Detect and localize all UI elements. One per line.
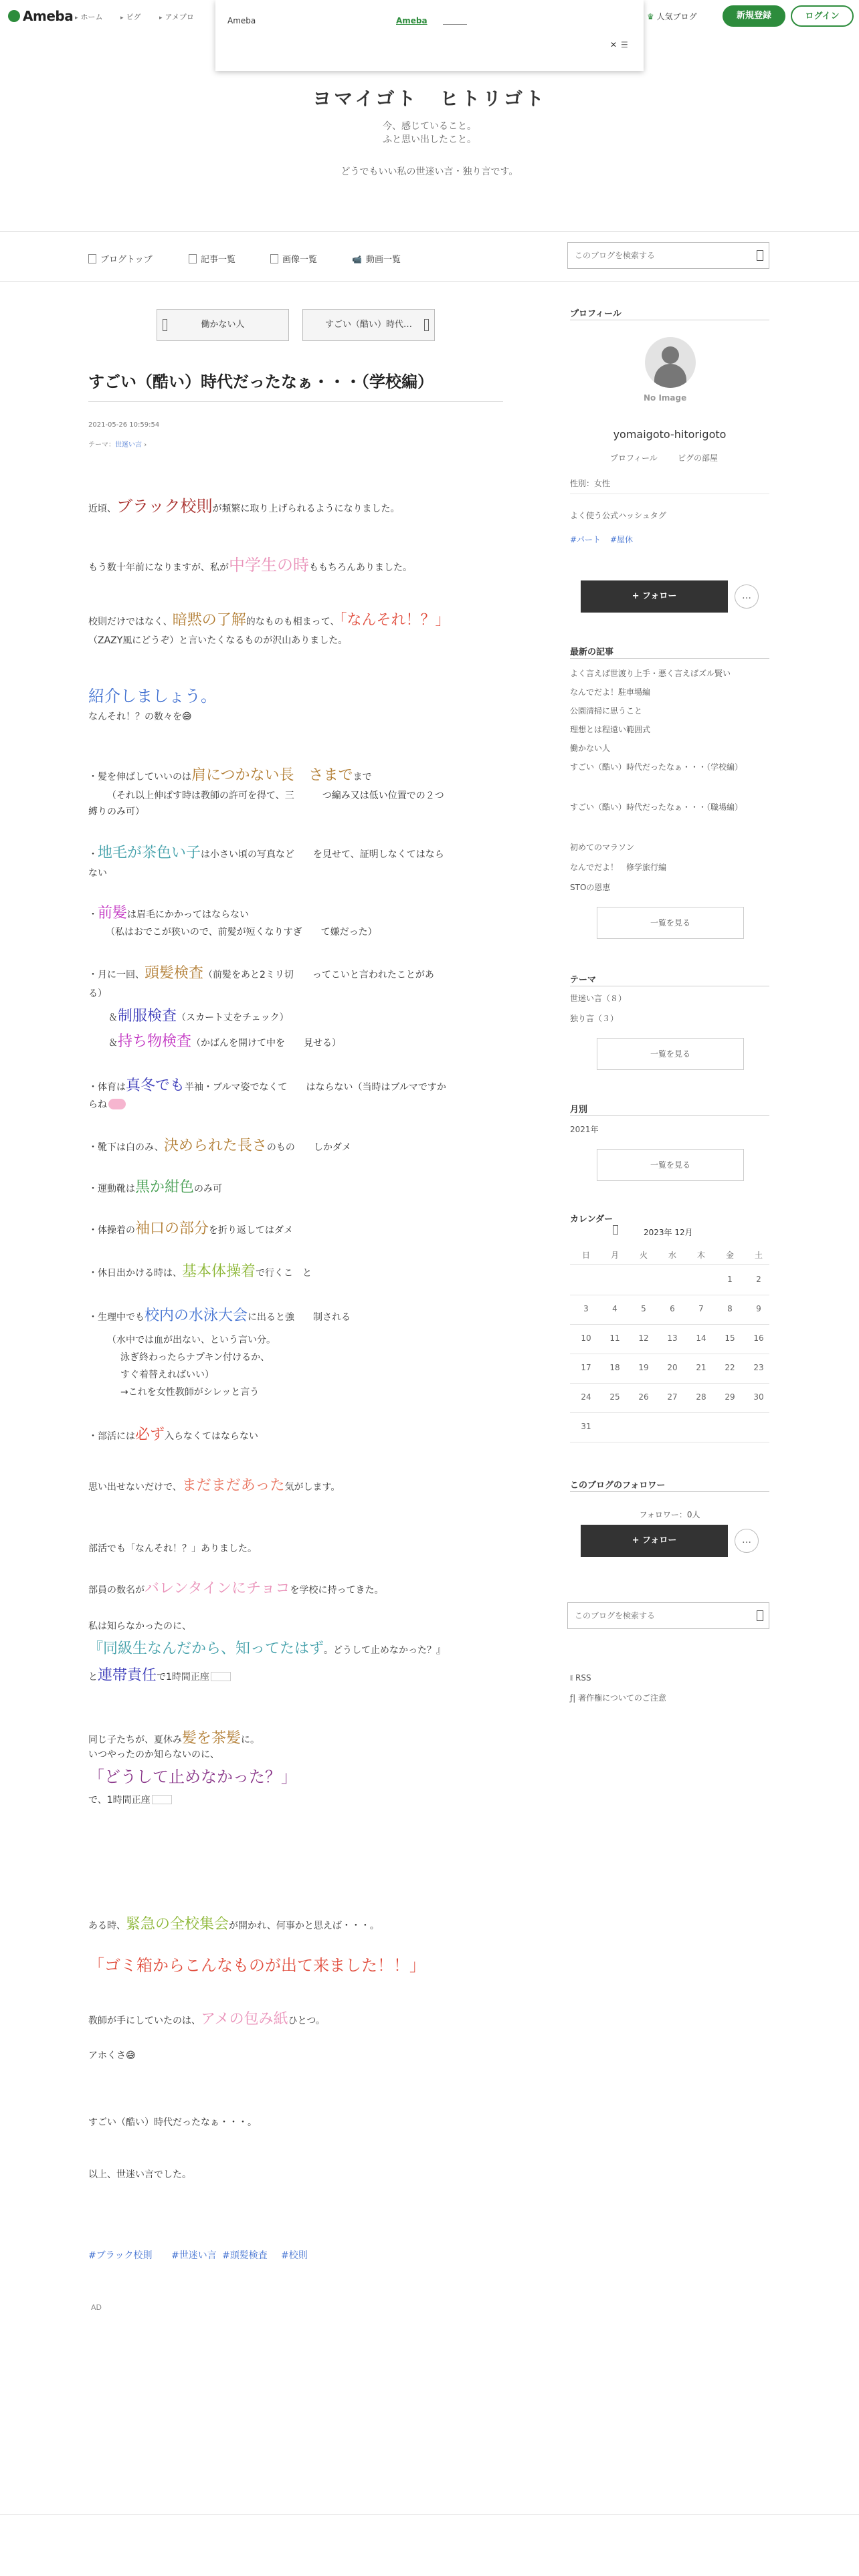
text: 校則だけではなく、 [88, 617, 173, 627]
calendar-day: 10 [581, 1333, 591, 1343]
ameba-logo-text: Ameba [23, 8, 74, 24]
blog-description-line-2: ふと思い出したこと。 [383, 134, 476, 145]
recent-article-link[interactable]: なんでだよ！駐車場編 [570, 687, 651, 697]
next-article-button[interactable] [302, 309, 435, 341]
nav-image-list-label: 画像一覧 [282, 255, 318, 265]
blog-title[interactable]: ヨマイゴト ヒトリゴト [312, 88, 547, 110]
text: ・月に一回、 [88, 970, 145, 980]
ad-popup-close-icon[interactable]: ✕ [610, 40, 617, 49]
text: に。 [241, 1735, 260, 1745]
calendar-day: 4 [612, 1304, 617, 1313]
calendar-day: 6 [670, 1304, 675, 1313]
nav-video-list-label: 動画一覧 [365, 255, 401, 265]
intro-heading: 紹介しましょう。 [88, 687, 217, 706]
recent-article-link[interactable]: 理想とは程遠い範囲式 [570, 725, 651, 734]
calendar-day: 18 [609, 1363, 620, 1372]
text: が開かれ、何事かと思えば・・・。 [229, 1921, 379, 1931]
text: で1時間正座 [157, 1672, 209, 1683]
calendar-day: 1 [727, 1275, 733, 1284]
calendar-weekday: 水 [668, 1251, 676, 1260]
copyright-link[interactable] [570, 1692, 666, 1703]
popular-blogs-link[interactable] [647, 11, 697, 22]
calendar-weekday: 土 [754, 1251, 763, 1260]
profile-link[interactable]: プロフィール [610, 453, 658, 463]
recent-article-link[interactable]: すごい（酷い）時代だったなぁ・・・（学校編） [570, 762, 743, 772]
theme-link[interactable]: 独り言（３） [570, 1014, 619, 1023]
sidebar-divider [570, 658, 769, 659]
theme-link[interactable]: 世迷い言（８） [570, 994, 627, 1003]
recent-article-link[interactable]: STOの恩恵 [570, 883, 611, 892]
text: ひとつ。 [288, 2016, 325, 2026]
follower-count: フォロワー：0人 [639, 1510, 700, 1519]
header-divider [0, 231, 859, 232]
rule-10d: すぐ着替えればいい） [120, 1370, 214, 1380]
paragraph-14: すごい（酷い）時代だったなぁ・・・。 [88, 2117, 257, 2128]
recent-article-link[interactable]: よく言えば世渡り上手・悪く言えばズル賢い [570, 669, 731, 678]
calendar-day: 20 [667, 1363, 678, 1372]
calendar-day: 26 [638, 1392, 649, 1402]
blog-top-icon [88, 254, 96, 263]
pig-emoji-icon [108, 1099, 126, 1109]
rule-2b: ない [88, 868, 107, 879]
text: のもの しかダメ [266, 1142, 351, 1153]
calendar-row-divider [570, 1264, 769, 1265]
search-icon[interactable] [757, 1610, 763, 1621]
highlight-text: 連帯責任 [98, 1667, 157, 1684]
paragraph-15: 以上、世迷い言でした。 [88, 2169, 191, 2180]
calendar-day: 25 [609, 1392, 620, 1402]
text: ＆ [108, 1038, 118, 1049]
text: まで [353, 772, 372, 782]
highlight-text: 必ず [135, 1426, 165, 1443]
calendar-day: 5 [641, 1304, 646, 1313]
text: もう数十年前になりますが、私が [88, 562, 229, 573]
rule-1b: （それ以上伸ばす時は教師の許可を得て、三 つ編み又は低い位置での２つ [107, 790, 444, 801]
calendar-day: 14 [696, 1333, 706, 1343]
blog-search-sidebar [567, 1602, 769, 1629]
highlight-text: 頭髪検査 [145, 965, 204, 982]
highlight-text: 髪を茶髪 [182, 1730, 242, 1747]
see-all-articles-button[interactable]: 一覧を見る [597, 907, 744, 939]
article-list-icon [189, 254, 197, 263]
calendar-day: 31 [581, 1422, 591, 1431]
text: ・体育は [88, 1082, 126, 1093]
rule-9 [88, 1261, 312, 1283]
global-nav-home[interactable]: ▸ ホーム [75, 11, 103, 22]
text: ・体操着の [88, 1225, 135, 1236]
highlight-text: 緊急の全校集会 [126, 1916, 229, 1933]
text: は小さい頃の写真など を見せて、証明しなくてはなら [201, 849, 444, 860]
text: なんそれ！？の数々を [88, 712, 182, 722]
paragraph-8b [88, 1638, 446, 1660]
sweat-emoji-icon: 😅 [126, 2050, 136, 2061]
image-list-icon [270, 254, 278, 263]
prev-icon [163, 319, 167, 331]
no-image-label: No Image [644, 393, 687, 403]
rule-7 [88, 1177, 222, 1198]
text: 。どうして止めなかった？』 [324, 1645, 446, 1656]
calendar-day: 21 [696, 1363, 706, 1372]
text: で行くこ と [256, 1268, 312, 1279]
title-divider [88, 401, 503, 402]
text: 的なものも相まって、 [246, 617, 340, 627]
calendar-day: 9 [756, 1304, 761, 1313]
calendar-month-title: 2023年 12月 [644, 1228, 693, 1237]
text: ・ [88, 849, 98, 860]
ad-popup [215, 0, 644, 71]
calendar-weekday: 月 [610, 1251, 619, 1260]
rule-10c: 泳ぎ終わったらナプキン付けるか、 [120, 1352, 270, 1363]
calendar-day: 12 [638, 1333, 649, 1343]
calendar-weekday: 火 [639, 1251, 648, 1260]
highlight-text: 持ち物検査 [118, 1033, 192, 1050]
hashtag-link[interactable]: #ブラック校則 [88, 2250, 153, 2261]
sweat-emoji-icon: 😅 [182, 712, 192, 722]
paragraph-10 [88, 1914, 379, 1935]
follow-button[interactable]: + フォロー [581, 580, 728, 613]
highlight-text: 「なんそれ！？」 [339, 612, 450, 629]
text: 思い出せないだけで、 [88, 1482, 182, 1493]
recent-article-link[interactable]: すごい（酷い）時代だったなぁ・・・（職場編） [570, 802, 743, 812]
paragraph-1 [88, 495, 400, 518]
rule-10e: →これを女性教師がシレッと言う [120, 1387, 260, 1398]
avatar-body-shape [654, 364, 686, 388]
rule-10b: （水中では血が出ない、という言い分。 [107, 1335, 276, 1346]
calendar-day: 28 [696, 1392, 706, 1402]
rule-5 [88, 1075, 446, 1097]
chevron-right-icon: › [144, 441, 147, 449]
paragraph-2 [88, 554, 412, 577]
rule-1 [88, 765, 372, 786]
text: 部員の数名が [88, 1585, 145, 1596]
recent-article-link[interactable]: 公園清掃に思うこと [570, 706, 643, 716]
profile-username[interactable]: yomaigoto-hitorigoto [613, 428, 727, 441]
rule-4 [88, 963, 434, 984]
avatar[interactable] [645, 337, 696, 388]
rss-link[interactable] [570, 1673, 591, 1683]
search-icon[interactable] [757, 250, 763, 261]
more-options-button[interactable]: … [735, 1529, 759, 1553]
highlight-text: まだまだあった [181, 1477, 285, 1494]
rule-4d [108, 1031, 341, 1053]
highlight-text: ブラック校則 [116, 497, 213, 516]
calendar-day: 8 [727, 1304, 733, 1313]
rule-10 [88, 1305, 351, 1327]
paragraph-8c [88, 1665, 231, 1687]
global-nav-pigg[interactable]: ▸ ピグ [120, 11, 141, 22]
calendar-day: 13 [667, 1333, 678, 1343]
article-date: 2021-05-26 10:59:54 [88, 421, 160, 429]
highlight-text: 同級生なんだから、知ってたはず [103, 1640, 324, 1657]
highlight-text: 袖口の部分 [135, 1220, 209, 1237]
sidebar-divider [570, 1491, 769, 1492]
hashtags-heading: よく使う公式ハッシュタグ [570, 511, 666, 520]
blog-description-line-3: どうでもいい私の世迷い言・独り言です。 [341, 167, 518, 177]
paragraph-7 [88, 1578, 383, 1600]
text: 同じ子たちが、夏休み [88, 1735, 182, 1745]
see-all-months-button[interactable]: 一覧を見る [597, 1149, 744, 1181]
rule-3b: （私はおでこが狭いので、前髪が短くなりすぎ て嫌だった） [106, 927, 377, 938]
rule-1c: 縛りのみ可） [88, 807, 145, 817]
rule-3 [88, 903, 249, 924]
blog-search-top [567, 242, 769, 269]
text: 『 [88, 1640, 104, 1657]
calendar-day: 17 [581, 1363, 591, 1372]
prev-article-label: 働かない人 [201, 320, 245, 330]
text: を学校に持ってきた。 [290, 1585, 384, 1596]
article-theme [88, 439, 147, 449]
text: （かばんを開けて中を 見せる） [191, 1038, 342, 1049]
highlight-text: 制服検査 [118, 1008, 177, 1025]
intro-subtext [88, 710, 192, 724]
followers-heading: このブログのフォロワー [570, 1481, 666, 1491]
see-all-themes-button[interactable]: 一覧を見る [597, 1038, 744, 1070]
theme-link[interactable]: 世迷い言 [115, 441, 142, 449]
ameba-logo[interactable] [8, 8, 73, 24]
text: ・運動靴は [88, 1184, 135, 1194]
ad-popup-label: Ameba [227, 16, 256, 25]
calendar-day: 29 [725, 1392, 735, 1402]
monthly-heading: 月別 [570, 1105, 588, 1115]
broken-image-icon [211, 1672, 231, 1681]
rss-icon: ⧛ [570, 1673, 573, 1683]
calendar-day: 11 [609, 1333, 620, 1343]
blog-description-line-1: 今、感じていること。 [383, 121, 476, 132]
highlight-text: 決められた長さ [163, 1138, 267, 1154]
paragraph-9d [88, 1794, 172, 1807]
rule-5b [88, 1098, 126, 1111]
month-link[interactable]: 2021年 [570, 1125, 599, 1134]
text: ・髪を伸ばしていいのは [88, 772, 191, 782]
text: （スカート丈をチェック） [177, 1012, 289, 1023]
calendar-day: 15 [725, 1333, 735, 1343]
paragraph-13 [88, 2049, 136, 2062]
rss-label: RSS [575, 1673, 591, 1683]
calendar-prev-icon[interactable] [613, 1225, 618, 1235]
hashtag-link[interactable]: #頭髪検査 [222, 2250, 268, 2261]
recent-article-link[interactable]: なんでだよ！ 修学旅行編 [570, 863, 667, 872]
highlight-text: アメの包み紙 [201, 2011, 288, 2028]
popular-blogs-label: 人気ブログ [656, 12, 697, 21]
next-article-label: すごい（酷い）時代… [324, 320, 412, 330]
text: に出ると強 制される [248, 1312, 351, 1323]
signup-button[interactable]: 新規登録 [723, 5, 785, 27]
hashtag-link[interactable]: #校則 [281, 2250, 308, 2261]
nav-blog-top-label: ブログトップ [100, 255, 153, 265]
rule-2 [88, 843, 444, 864]
paragraph-9 [88, 1728, 260, 1749]
nav-image-list[interactable] [270, 252, 317, 265]
nav-article-list[interactable] [189, 252, 235, 265]
calendar-row-divider [570, 1383, 769, 1384]
calendar-day: 19 [638, 1363, 649, 1372]
text: は眉毛にかかってはならない [127, 909, 250, 920]
recent-article-link[interactable]: 働かない人 [570, 744, 611, 753]
paragraph-9c: 「どうして止めなかった？」 [88, 1767, 297, 1786]
text: ある時、 [88, 1921, 126, 1931]
nav-video-list[interactable] [352, 252, 401, 265]
highlight-text: 前髪 [98, 905, 128, 922]
calendar-day: 22 [725, 1363, 735, 1372]
calendar-row-divider [570, 1412, 769, 1413]
article-title: すごい（酷い）時代だったなぁ・・・（学校編） [88, 372, 434, 391]
text: らね [88, 1099, 107, 1110]
text: 半袖・ブルマ姿でなくて はならない（当時はブルマですか [185, 1082, 446, 1093]
calendar-weekday: 木 [696, 1251, 705, 1260]
blog-search-input[interactable] [568, 1603, 769, 1628]
prev-article-button[interactable] [157, 309, 289, 341]
paragraph-11: 「ゴミ箱からこんなものが出て来ました！！」 [88, 1956, 425, 1975]
text: ・生理中でも [88, 1312, 145, 1323]
paragraph-3b: （ZAZY風にどうぞ）と言いたくなるものが沢山ありました。 [88, 635, 348, 646]
text: と [88, 1672, 98, 1683]
text: を折り返してはダメ [209, 1225, 294, 1236]
text: ももちろんありました。 [309, 562, 412, 573]
text: ＆ [108, 1012, 118, 1023]
nav-divider [0, 281, 859, 282]
calendar-heading: カレンダー [570, 1214, 613, 1224]
highlight-text: バレンタインにチョコ [145, 1580, 290, 1597]
theme-heading: テーマ [570, 975, 597, 985]
nav-article-list-label: 記事一覧 [201, 255, 236, 265]
profile-gender: 性別：女性 [570, 479, 611, 488]
paragraph-5 [88, 1475, 340, 1497]
follow-button[interactable]: + フォロー [581, 1525, 728, 1557]
official-hashtag[interactable]: #パート [570, 535, 601, 544]
nav-blog-top[interactable] [88, 252, 153, 265]
highlight-text: 地毛が茶色い子 [98, 845, 201, 861]
sidebar-divider [570, 1115, 769, 1116]
ameba-logo-mark [8, 10, 20, 22]
video-icon: 📹 [352, 255, 362, 264]
text: 近頃、 [88, 504, 116, 514]
paragraph-12 [88, 2009, 325, 2030]
footer-divider [0, 2514, 859, 2515]
crown-icon: ♛ [647, 12, 654, 21]
calendar-day: 16 [753, 1333, 764, 1343]
text: ・ [88, 909, 98, 920]
calendar-row-divider [570, 1324, 769, 1325]
rule-8 [88, 1218, 293, 1240]
paragraph-3 [88, 610, 450, 631]
text: ・休日出かける時は、 [88, 1268, 182, 1279]
calendar-day: 30 [753, 1392, 764, 1402]
blog-search-input[interactable] [568, 243, 769, 268]
calendar-day: 2 [756, 1275, 761, 1284]
calendar-day: 27 [667, 1392, 678, 1402]
text: 気がします。 [284, 1482, 341, 1493]
ad-label: AD [91, 2303, 102, 2312]
calendar-day: 3 [583, 1304, 589, 1313]
paragraph-6: 部活でも「なんそれ！？」ありました。 [88, 1543, 257, 1554]
text: 入らなくてはならない [165, 1431, 259, 1442]
text: アホくさ [88, 2050, 126, 2061]
text: で、1時間正座 [88, 1795, 151, 1806]
text: ・部活には [88, 1431, 135, 1442]
recent-article-link[interactable]: 初めてのマラソン [570, 843, 635, 852]
highlight-text: 黒か紺色 [135, 1179, 195, 1196]
rule-11 [88, 1424, 258, 1446]
ad-popup-link[interactable]: Ameba [396, 16, 427, 25]
blog-header [0, 71, 859, 231]
rule-6 [88, 1136, 351, 1157]
calendar-day: 23 [753, 1363, 764, 1372]
hashtag-link[interactable]: #世迷い言 [171, 2250, 217, 2261]
official-hashtag[interactable]: #屋休 [610, 535, 634, 544]
calendar-day: 7 [698, 1304, 704, 1313]
highlight-text: 肩につかない長 さまで [191, 767, 353, 784]
text: のみ可 [194, 1184, 223, 1194]
calendar-day: 24 [581, 1392, 591, 1402]
copyright-label: 著作権についてのご注意 [578, 1693, 666, 1703]
calendar-weekday: 金 [725, 1251, 734, 1260]
highlight-text: 真冬でも [126, 1077, 185, 1094]
recent-articles-heading: 最新の記事 [570, 647, 614, 657]
text: 教師が手にしていたのは、 [88, 2016, 201, 2026]
theme-label: テーマ： [88, 441, 115, 449]
rule-4c [108, 1006, 289, 1027]
ad-popup-menu-icon[interactable]: ☰ [621, 40, 628, 49]
global-nav-ameblo[interactable]: ▸ アメブロ [159, 11, 194, 22]
paragraph-9b: いつやったのか知らないのに、 [88, 1749, 219, 1760]
highlight-text: 校内の水泳大会 [145, 1307, 248, 1324]
highlight-text: 中学生の時 [229, 556, 309, 574]
rule-4b: る） [88, 988, 107, 999]
paragraph-8: 私は知らなかったのに、 [88, 1621, 191, 1632]
text: （前髪をあと2ミリ切 ってこいと言われたことがあ [203, 970, 434, 980]
profile-heading: プロフィール [570, 309, 622, 319]
more-options-button[interactable]: … [735, 584, 759, 609]
next-icon [424, 319, 429, 331]
pigg-room-link[interactable]: ピグの部屋 [678, 453, 719, 463]
highlight-text: 基本体操着 [182, 1263, 256, 1280]
calendar-weekday: 日 [581, 1251, 590, 1260]
ad-popup-divider [443, 24, 467, 25]
copyright-icon: ƒ| [570, 1693, 576, 1703]
text: ・靴下は白のみ、 [88, 1142, 164, 1153]
highlight-text: 暗黙の了解 [172, 612, 246, 629]
login-button[interactable]: ログイン [791, 5, 854, 27]
text: が頻繁に取り上げられるようになりました。 [212, 504, 400, 514]
broken-image-icon [152, 1795, 172, 1804]
avatar-head-shape [662, 346, 679, 364]
